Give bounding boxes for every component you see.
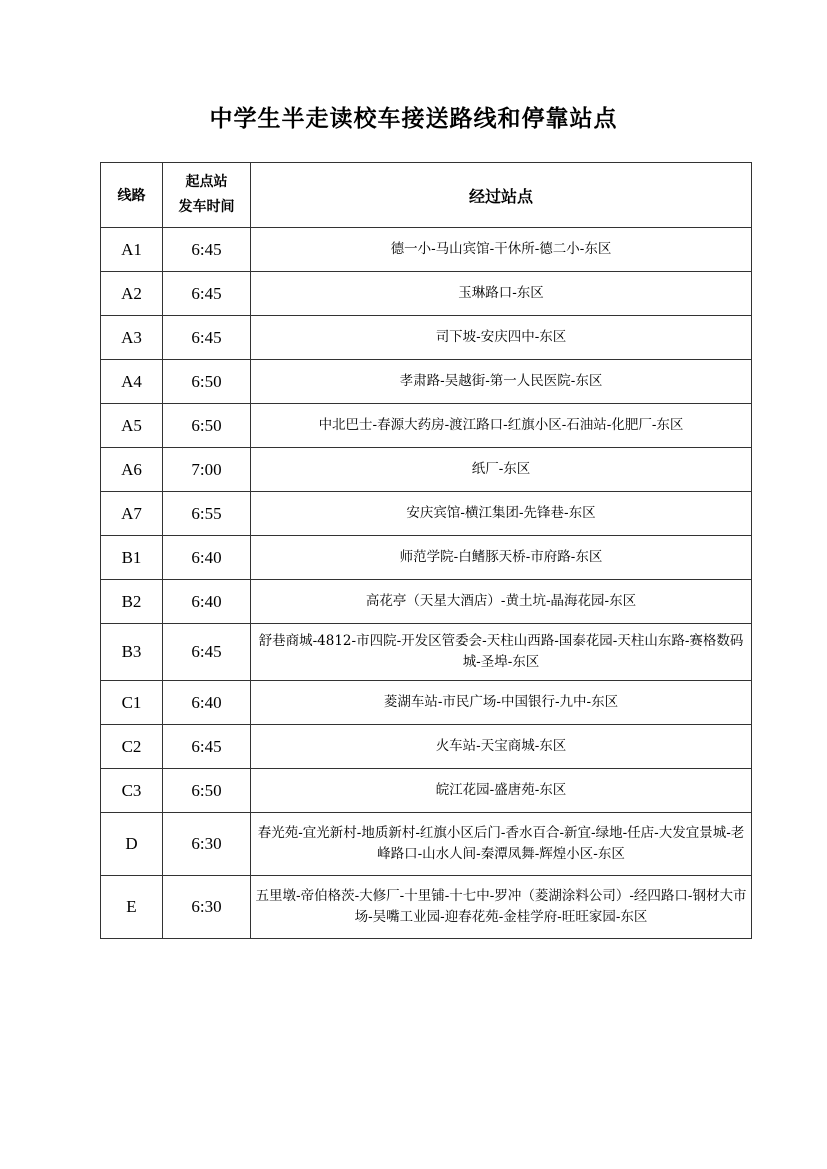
row-line: B3 <box>101 624 163 681</box>
table-row <box>101 725 752 769</box>
row-line: B2 <box>101 580 163 624</box>
row-time: 6:45 <box>163 272 251 316</box>
row-line: A1 <box>101 228 163 272</box>
row-stops: 菱湖车站-市民广场-中国银行-九中-东区 <box>251 681 752 725</box>
table-row <box>101 492 752 536</box>
header-line-label: 线路 <box>117 188 146 204</box>
row-line: C3 <box>101 769 163 813</box>
table-row <box>101 536 752 580</box>
table-row <box>101 360 752 404</box>
table-header-row <box>101 163 752 228</box>
row-line: A7 <box>101 492 163 536</box>
row-stops: 五里墩-帝伯格茨-大修厂-十里铺-十七中-罗冲（菱湖涂料公司）-经四路口-钢材大市场-吴嘴工业园-迎春花苑-金桂学府-旺旺家园-东区 <box>251 876 752 939</box>
header-line <box>101 163 163 228</box>
table-row <box>101 448 752 492</box>
row-stops: 春光苑-宜光新村-地质新村-红旗小区后门-香水百合-新宜-绿地-任店-大发宜景城-老峰路口-山水人间-秦潭凤舞-辉煌小区-东区 <box>251 813 752 876</box>
table-row <box>101 272 752 316</box>
page-title: 中学生半走读校车接送路线和停靠站点 <box>209 106 618 132</box>
row-stops: 师范学院-白鳍豚天桥-市府路-东区 <box>251 536 752 580</box>
header-departure-line1: 起点站 <box>185 174 228 190</box>
row-stops: 孝肃路-吴越街-第一人民医院-东区 <box>251 360 752 404</box>
row-stops: 安庆宾馆-横江集团-先锋巷-东区 <box>251 492 752 536</box>
header-stops <box>251 163 752 228</box>
row-line: A2 <box>101 272 163 316</box>
row-time: 6:55 <box>163 492 251 536</box>
row-time: 6:40 <box>163 536 251 580</box>
table-row <box>101 228 752 272</box>
table-row <box>101 813 752 876</box>
row-time: 6:50 <box>163 769 251 813</box>
table-row <box>101 404 752 448</box>
row-stops: 玉琳路口-东区 <box>251 272 752 316</box>
row-line: A6 <box>101 448 163 492</box>
row-stops: 舒巷商城-4812-市四院-开发区管委会-天柱山西路-国泰花园-天柱山东路-赛格数码城-圣埠-东区 <box>251 624 752 681</box>
row-line: A4 <box>101 360 163 404</box>
row-stops: 高花亭（天星大酒店）-黄土坑-晶海花园-东区 <box>251 580 752 624</box>
row-time: 6:30 <box>163 813 251 876</box>
table-row <box>101 580 752 624</box>
row-line: C1 <box>101 681 163 725</box>
table-row <box>101 681 752 725</box>
header-departure-time <box>163 163 251 228</box>
row-time: 7:00 <box>163 448 251 492</box>
row-time: 6:45 <box>163 228 251 272</box>
row-stops: 德一小-马山宾馆-干休所-德二小-东区 <box>251 228 752 272</box>
table-row <box>101 769 752 813</box>
row-time: 6:45 <box>163 624 251 681</box>
row-time: 6:30 <box>163 876 251 939</box>
row-time: 6:40 <box>163 681 251 725</box>
row-time: 6:50 <box>163 360 251 404</box>
row-time: 6:45 <box>163 316 251 360</box>
route-table <box>100 162 752 939</box>
row-stops: 中北巴士-春源大药房-渡江路口-红旗小区-石油站-化肥厂-东区 <box>251 404 752 448</box>
row-stops: 火车站-天宝商城-东区 <box>251 725 752 769</box>
row-stops: 皖江花园-盛唐苑-东区 <box>251 769 752 813</box>
table-row <box>101 316 752 360</box>
row-time: 6:50 <box>163 404 251 448</box>
header-stops-label: 经过站点 <box>468 186 533 206</box>
header-departure-line2: 发车时间 <box>178 199 235 215</box>
row-stops: 纸厂-东区 <box>251 448 752 492</box>
row-stops: 司下坡-安庆四中-东区 <box>251 316 752 360</box>
row-line: A5 <box>101 404 163 448</box>
row-time: 6:40 <box>163 580 251 624</box>
row-line: B1 <box>101 536 163 580</box>
row-line: C2 <box>101 725 163 769</box>
table-row <box>101 876 752 939</box>
row-line: A3 <box>101 316 163 360</box>
table-row <box>101 624 752 681</box>
row-line: E <box>101 876 163 939</box>
row-line: D <box>101 813 163 876</box>
row-time: 6:45 <box>163 725 251 769</box>
